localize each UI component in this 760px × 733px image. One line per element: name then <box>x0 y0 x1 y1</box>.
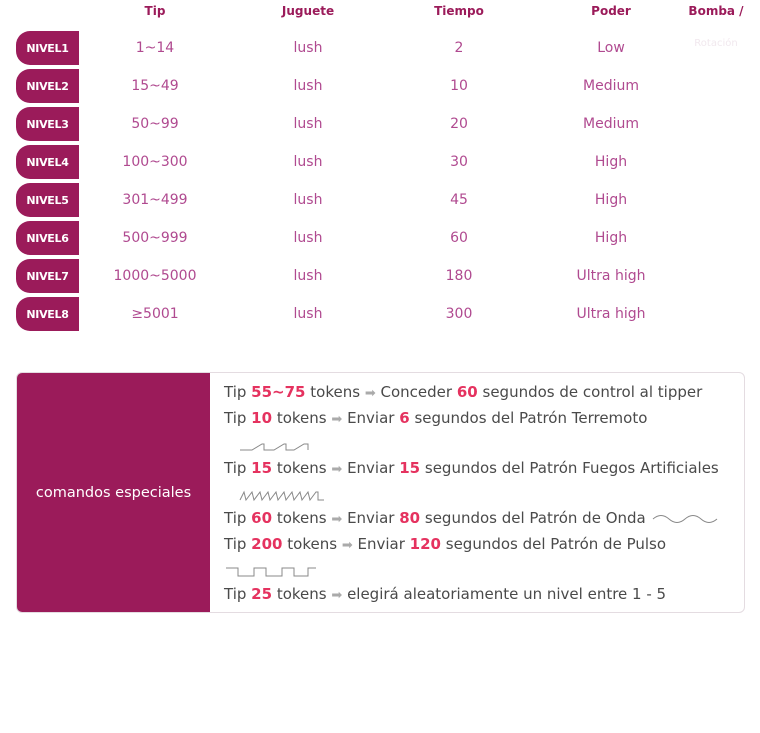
earthquake-pattern-icon <box>238 438 310 452</box>
command-value: 6 <box>399 409 410 427</box>
level-row-4 <box>0 145 760 179</box>
level-time: 60 <box>450 230 468 246</box>
level-row-1 <box>0 31 760 65</box>
special-commands-label: comandos especiales <box>17 373 210 612</box>
level-row-7 <box>0 259 760 293</box>
level-tip: 1~14 <box>135 40 175 56</box>
earthquake-pattern-row <box>224 432 744 456</box>
arrow-icon: ➡ <box>331 588 343 603</box>
command-value: 15 <box>399 459 421 477</box>
tip-word: Tip <box>224 585 247 603</box>
level-tip: 100~300 <box>122 154 188 170</box>
tip-word: Tip <box>224 383 247 401</box>
tokens-word: tokens <box>310 383 361 401</box>
tip-word: Tip <box>224 459 247 477</box>
header-tiempo: Tiempo <box>434 4 484 18</box>
arrow-icon: ➡ <box>364 386 376 401</box>
tip-word: Tip <box>224 409 247 427</box>
level-row-5 <box>0 183 760 217</box>
arrow-icon: ➡ <box>341 538 353 553</box>
command-description: segundos del Patrón Fuegos Artificiales <box>424 459 719 477</box>
command-value: 60 <box>456 383 478 401</box>
level-power: High <box>594 230 628 246</box>
level-power: Ultra high <box>576 306 646 322</box>
tip-word: Tip <box>224 509 247 527</box>
header-bomba: Bomba / <box>688 4 744 18</box>
command-description: elegirá aleatoriamente un nivel entre 1 - 5 <box>347 585 667 603</box>
level-toy: lush <box>293 78 323 94</box>
level-toy: lush <box>293 116 323 132</box>
level-toy: lush <box>293 154 323 170</box>
level-time: 10 <box>450 78 468 94</box>
header-tip: Tip <box>144 4 166 18</box>
arrow-icon: ➡ <box>331 462 343 477</box>
command-action: Enviar <box>357 535 405 553</box>
pulse-pattern-icon <box>224 564 318 578</box>
tokens-word: tokens <box>276 509 327 527</box>
arrow-icon: ➡ <box>331 412 343 427</box>
command-amount: 15 <box>251 459 273 477</box>
level-power: High <box>594 192 628 208</box>
command-amount: 55~75 <box>251 383 306 401</box>
level-tip: ≥5001 <box>131 306 179 322</box>
level-tip: 1000~5000 <box>113 268 197 284</box>
level-row-8 <box>0 297 760 331</box>
command-amount: 60 <box>251 509 273 527</box>
command-action: Enviar <box>347 509 395 527</box>
command-line-6 <box>224 582 744 608</box>
tokens-word: tokens <box>287 535 338 553</box>
header-juguete: Juguete <box>281 4 335 18</box>
command-line-1 <box>224 380 744 406</box>
level-power: Medium <box>583 116 639 132</box>
level-power: Medium <box>583 78 639 94</box>
level-time: 2 <box>454 40 464 56</box>
level-toy: lush <box>293 268 323 284</box>
tokens-word: tokens <box>276 459 327 477</box>
level-toy: lush <box>293 40 323 56</box>
command-value: 80 <box>399 509 421 527</box>
special-commands-list <box>224 380 744 608</box>
level-toy: lush <box>293 192 323 208</box>
command-description: segundos del Patrón Terremoto <box>414 409 648 427</box>
command-action: Conceder <box>380 383 453 401</box>
level-power: High <box>594 154 628 170</box>
level-row-2 <box>0 69 760 103</box>
level-time: 30 <box>450 154 468 170</box>
tokens-word: tokens <box>276 409 327 427</box>
command-line-5 <box>224 532 744 558</box>
level-tip: 301~499 <box>122 192 188 208</box>
header-rotacion: Rotación <box>694 38 738 49</box>
command-amount: 25 <box>251 585 273 603</box>
level-power: Low <box>597 40 625 56</box>
special-commands-panel <box>16 372 745 613</box>
command-action: Enviar <box>347 409 395 427</box>
pulse-pattern-row <box>224 558 744 582</box>
command-action: Enviar <box>347 459 395 477</box>
level-toy: lush <box>293 230 323 246</box>
level-badge: NIVEL7 <box>16 259 79 293</box>
level-time: 180 <box>445 268 473 284</box>
level-time: 45 <box>450 192 468 208</box>
fireworks-pattern-row <box>224 482 744 506</box>
tokens-word: tokens <box>276 585 327 603</box>
tip-word: Tip <box>224 535 247 553</box>
command-amount: 10 <box>251 409 273 427</box>
level-power: Ultra high <box>576 268 646 284</box>
level-badge: NIVEL6 <box>16 221 79 255</box>
level-time: 300 <box>445 306 473 322</box>
level-badge: NIVEL5 <box>16 183 79 217</box>
command-line-3 <box>224 456 744 482</box>
level-toy: lush <box>293 306 323 322</box>
level-badge: NIVEL2 <box>16 69 79 103</box>
command-line-2 <box>224 406 744 432</box>
level-time: 20 <box>450 116 468 132</box>
command-description: segundos del Patrón de Pulso <box>445 535 667 553</box>
arrow-icon: ➡ <box>331 512 343 527</box>
command-amount: 200 <box>251 535 283 553</box>
level-row-6 <box>0 221 760 255</box>
level-tip: 15~49 <box>131 78 179 94</box>
level-badge: NIVEL3 <box>16 107 79 141</box>
level-badge: NIVEL4 <box>16 145 79 179</box>
header-poder: Poder <box>591 4 631 18</box>
command-line-4 <box>224 506 744 532</box>
command-value: 120 <box>409 535 441 553</box>
wave-pattern-icon <box>651 512 721 526</box>
command-description: segundos de control al tipper <box>482 383 703 401</box>
level-badge: NIVEL1 <box>16 31 79 65</box>
level-row-3 <box>0 107 760 141</box>
command-description: segundos del Patrón de Onda <box>424 509 646 527</box>
level-tip: 50~99 <box>131 116 179 132</box>
fireworks-pattern-icon <box>238 488 326 502</box>
level-badge: NIVEL8 <box>16 297 79 331</box>
level-tip: 500~999 <box>122 230 188 246</box>
